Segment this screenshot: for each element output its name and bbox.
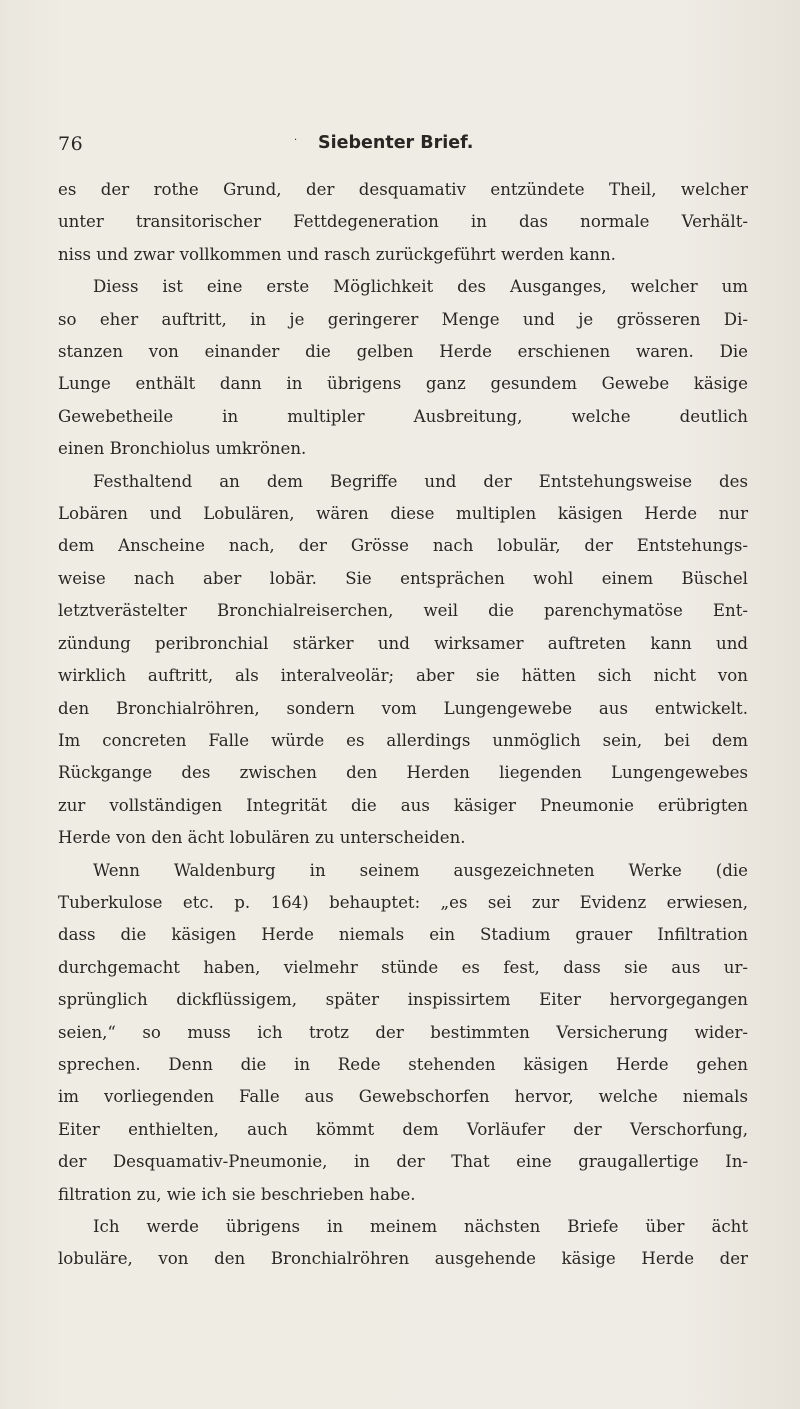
text-line: filtration zu, wie ich sie beschrieben habe. (58, 1184, 416, 1204)
text-line: einen Bronchiolus umkrönen. (58, 439, 307, 459)
text-line: Ich werde übrigens in meinem nächsten Briefe über ächt (93, 1217, 748, 1236)
text-line: Festhaltend an dem Begriffe und der Entstehungsweise des (93, 471, 748, 491)
text-line: den Bronchialröhren, sondern vom Lungengewebe aus entwickelt. (58, 698, 748, 718)
text-line: Tuberkulose etc. p. 164) behauptet: „es sei zur Evidenz erwiesen, (58, 892, 748, 912)
text-line: sprünglich dickflüssigem, später inspissirtem Eiter hervorgegangen (58, 990, 748, 1010)
text-line: unter transitorischer Fettdegeneration in das normale Verhält- (58, 212, 748, 232)
text-line: zündung peribronchial stärker und wirksamer auftreten kann und (58, 633, 748, 653)
text-line: dem Anscheine nach, der Grösse nach lobulär, der Entstehungs- (58, 536, 748, 556)
running-head: Siebenter Brief. (318, 133, 474, 153)
text-line: wirklich auftritt, als interalveolär; aber sie hätten sich nicht von (58, 666, 748, 686)
text-line: letztverästelter Bronchialreiserchen, weil die parenchymatöse Ent- (58, 601, 748, 621)
text-line: zur vollständigen Integrität die aus käsiger Pneumonie erübrigten (58, 795, 748, 815)
text-line: durchgemacht haben, vielmehr stünde es fest, dass sie aus ur- (58, 957, 748, 977)
body-text (58, 174, 748, 1276)
text-line: stanzen von einander die gelben Herde erschienen waren. Die (58, 342, 748, 362)
text-line: Wenn Waldenburg in seinem ausgezeichneten Werke (die (93, 860, 748, 880)
text-line: seien,“ so muss ich trotz der bestimmten Versicherung wider- (58, 1022, 748, 1042)
text-line: weise nach aber lobär. Sie entsprächen wohl einem Büschel (58, 568, 748, 588)
text-line: Herde von den ächt lobulären zu unterscheiden. (58, 828, 466, 848)
text-line: Lobären und Lobulären, wären diese multiplen käsigen Herde nur (58, 504, 748, 524)
text-line: sprechen. Denn die in Rede stehenden käsigen Herde gehen (58, 1054, 748, 1074)
text-line: im vorliegenden Falle aus Gewebschorfen hervor, welche niemals (58, 1087, 748, 1107)
text-line: Im concreten Falle würde es allerdings unmöglich sein, bei dem (58, 730, 748, 750)
page-number: 76 (58, 133, 84, 155)
text-line: Diess ist eine erste Möglichkeit des Ausganges, welcher um (93, 277, 748, 297)
text-line: niss und zwar vollkommen und rasch zurückgeführt werden kann. (58, 244, 616, 264)
text-line: es der rothe Grund, der desquamativ entzündete Theil, welcher (58, 180, 748, 199)
text-line: so eher auftritt, in je geringerer Menge und je grösseren Di- (58, 309, 748, 329)
text-line: der Desquamativ-Pneumonie, in der That eine graugallertige In- (58, 1152, 748, 1172)
text-line: Rückgange des zwischen den Herden liegenden Lungengewebes (58, 763, 748, 783)
text-line: Eiter enthielten, auch kömmt dem Vorläufer der Verschorfung, (58, 1119, 748, 1139)
text-line: lobuläre, von den Bronchialröhren ausgehende käsige Herde der (58, 1249, 748, 1269)
text-line: Lunge enthält dann in übrigens ganz gesundem Gewebe käsige (58, 374, 748, 394)
text-line: dass die käsigen Herde niemals ein Stadium grauer Infiltration (58, 925, 748, 945)
header-separator: · (294, 135, 298, 146)
page-header (0, 133, 800, 163)
text-line: Gewebetheile in multipler Ausbreitung, welche deutlich (58, 406, 748, 426)
